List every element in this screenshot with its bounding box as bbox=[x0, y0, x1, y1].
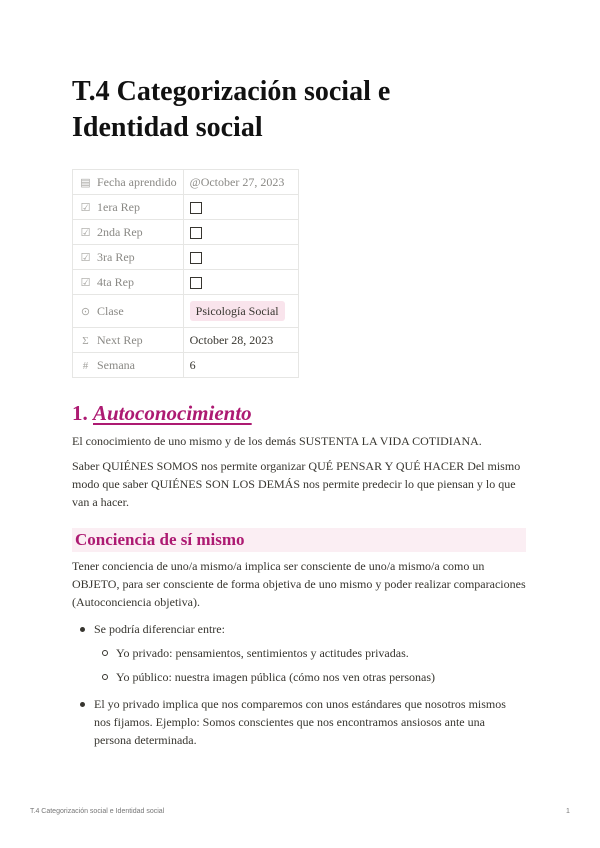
property-row bbox=[73, 270, 299, 295]
calendar-icon: ▤ bbox=[80, 176, 91, 189]
property-label: Next Rep bbox=[97, 332, 143, 347]
checkbox[interactable] bbox=[190, 227, 202, 239]
section-heading-autoconocimiento bbox=[72, 398, 252, 428]
select-icon: ⊙ bbox=[80, 305, 91, 318]
value-text: October 28, 2023 bbox=[189, 332, 274, 347]
property-row bbox=[73, 353, 299, 378]
property-value bbox=[183, 270, 298, 295]
section-number: 1. bbox=[72, 401, 88, 425]
property-value bbox=[183, 353, 298, 378]
circle-bullet-icon bbox=[102, 650, 108, 656]
property-label: 1era Rep bbox=[97, 199, 140, 214]
circle-bullet-icon bbox=[102, 674, 108, 680]
property-name bbox=[73, 245, 184, 270]
property-name bbox=[73, 220, 184, 245]
property-label: Semana bbox=[97, 357, 135, 372]
property-name bbox=[73, 170, 184, 195]
checkbox-prop-icon: ☑ bbox=[80, 226, 91, 239]
bullet-icon bbox=[80, 627, 85, 632]
property-value bbox=[183, 245, 298, 270]
paragraph-1: El conocimiento de uno mismo y de los demás SUSTENTA LA VIDA COTIDIANA. bbox=[72, 434, 482, 448]
property-name bbox=[73, 328, 184, 353]
paragraph-3: Tener conciencia de uno/a mismo/a implica ser consciente de uno/a mismo/a como un OBJETO, para ser consciente de forma objetiva de uno mismo y poder realizar comparaciones (Autoconciencia objetiva). bbox=[72, 559, 526, 609]
property-label: 2nda Rep bbox=[97, 224, 143, 239]
page-number: 1 bbox=[566, 808, 570, 815]
property-name bbox=[73, 270, 184, 295]
property-row bbox=[73, 328, 299, 353]
list-item: El yo privado implica que nos comparemos con unos estándares que nosotros mismos nos fijamos. Ejemplo: Somos conscientes que nos encontramos ansiosos ante una persona determinada. bbox=[94, 697, 506, 747]
property-row bbox=[73, 245, 299, 270]
hash-icon: # bbox=[82, 359, 89, 372]
property-label: 4ta Rep bbox=[97, 274, 134, 289]
property-name bbox=[73, 353, 184, 378]
property-row bbox=[73, 295, 299, 328]
class-tag[interactable]: Psicología Social bbox=[190, 301, 285, 321]
section-title[interactable]: Autoconocimiento bbox=[93, 401, 252, 425]
property-value bbox=[183, 195, 298, 220]
sigma-icon: Σ bbox=[82, 334, 89, 347]
list-item: Se podría diferenciar entre: bbox=[94, 622, 225, 636]
checkbox-prop-icon: ☑ bbox=[80, 251, 91, 264]
value-text: @October 27, 2023 bbox=[189, 174, 285, 189]
property-label: 3ra Rep bbox=[97, 249, 135, 264]
property-value bbox=[183, 220, 298, 245]
property-value bbox=[183, 170, 298, 195]
checkbox[interactable] bbox=[190, 277, 202, 289]
paragraph-2: Saber QUIÉNES SOMOS nos permite organizar QUÉ PENSAR Y QUÉ HACER Del mismo modo que saber QUIÉNES SON LOS DEMÁS nos permite predecir lo que piensan y lo que van a hacer. bbox=[72, 459, 521, 509]
property-label: Fecha aprendido bbox=[97, 174, 177, 189]
list-item: Yo privado: pensamientos, sentimientos y actitudes privadas. bbox=[116, 646, 409, 660]
page-title: T.4 Categorización social e Identidad social bbox=[72, 76, 391, 143]
subheading-conciencia: Conciencia de sí mismo bbox=[72, 528, 526, 552]
footer-title: T.4 Categorización social e Identidad social bbox=[30, 808, 165, 815]
property-value bbox=[183, 328, 298, 353]
properties-table bbox=[72, 169, 299, 378]
value-text: 6 bbox=[189, 357, 196, 372]
bullet-icon bbox=[80, 702, 85, 707]
property-row bbox=[73, 220, 299, 245]
property-value bbox=[183, 295, 298, 328]
property-row bbox=[73, 195, 299, 220]
property-label: Clase bbox=[97, 303, 124, 318]
property-name bbox=[73, 295, 184, 328]
checkbox[interactable] bbox=[190, 202, 202, 214]
checkbox-prop-icon: ☑ bbox=[80, 201, 91, 214]
property-row bbox=[73, 170, 299, 195]
checkbox[interactable] bbox=[190, 252, 202, 264]
property-name bbox=[73, 195, 184, 220]
list-item: Yo público: nuestra imagen pública (cómo nos ven otras personas) bbox=[116, 670, 436, 684]
checkbox-prop-icon: ☑ bbox=[80, 276, 91, 289]
